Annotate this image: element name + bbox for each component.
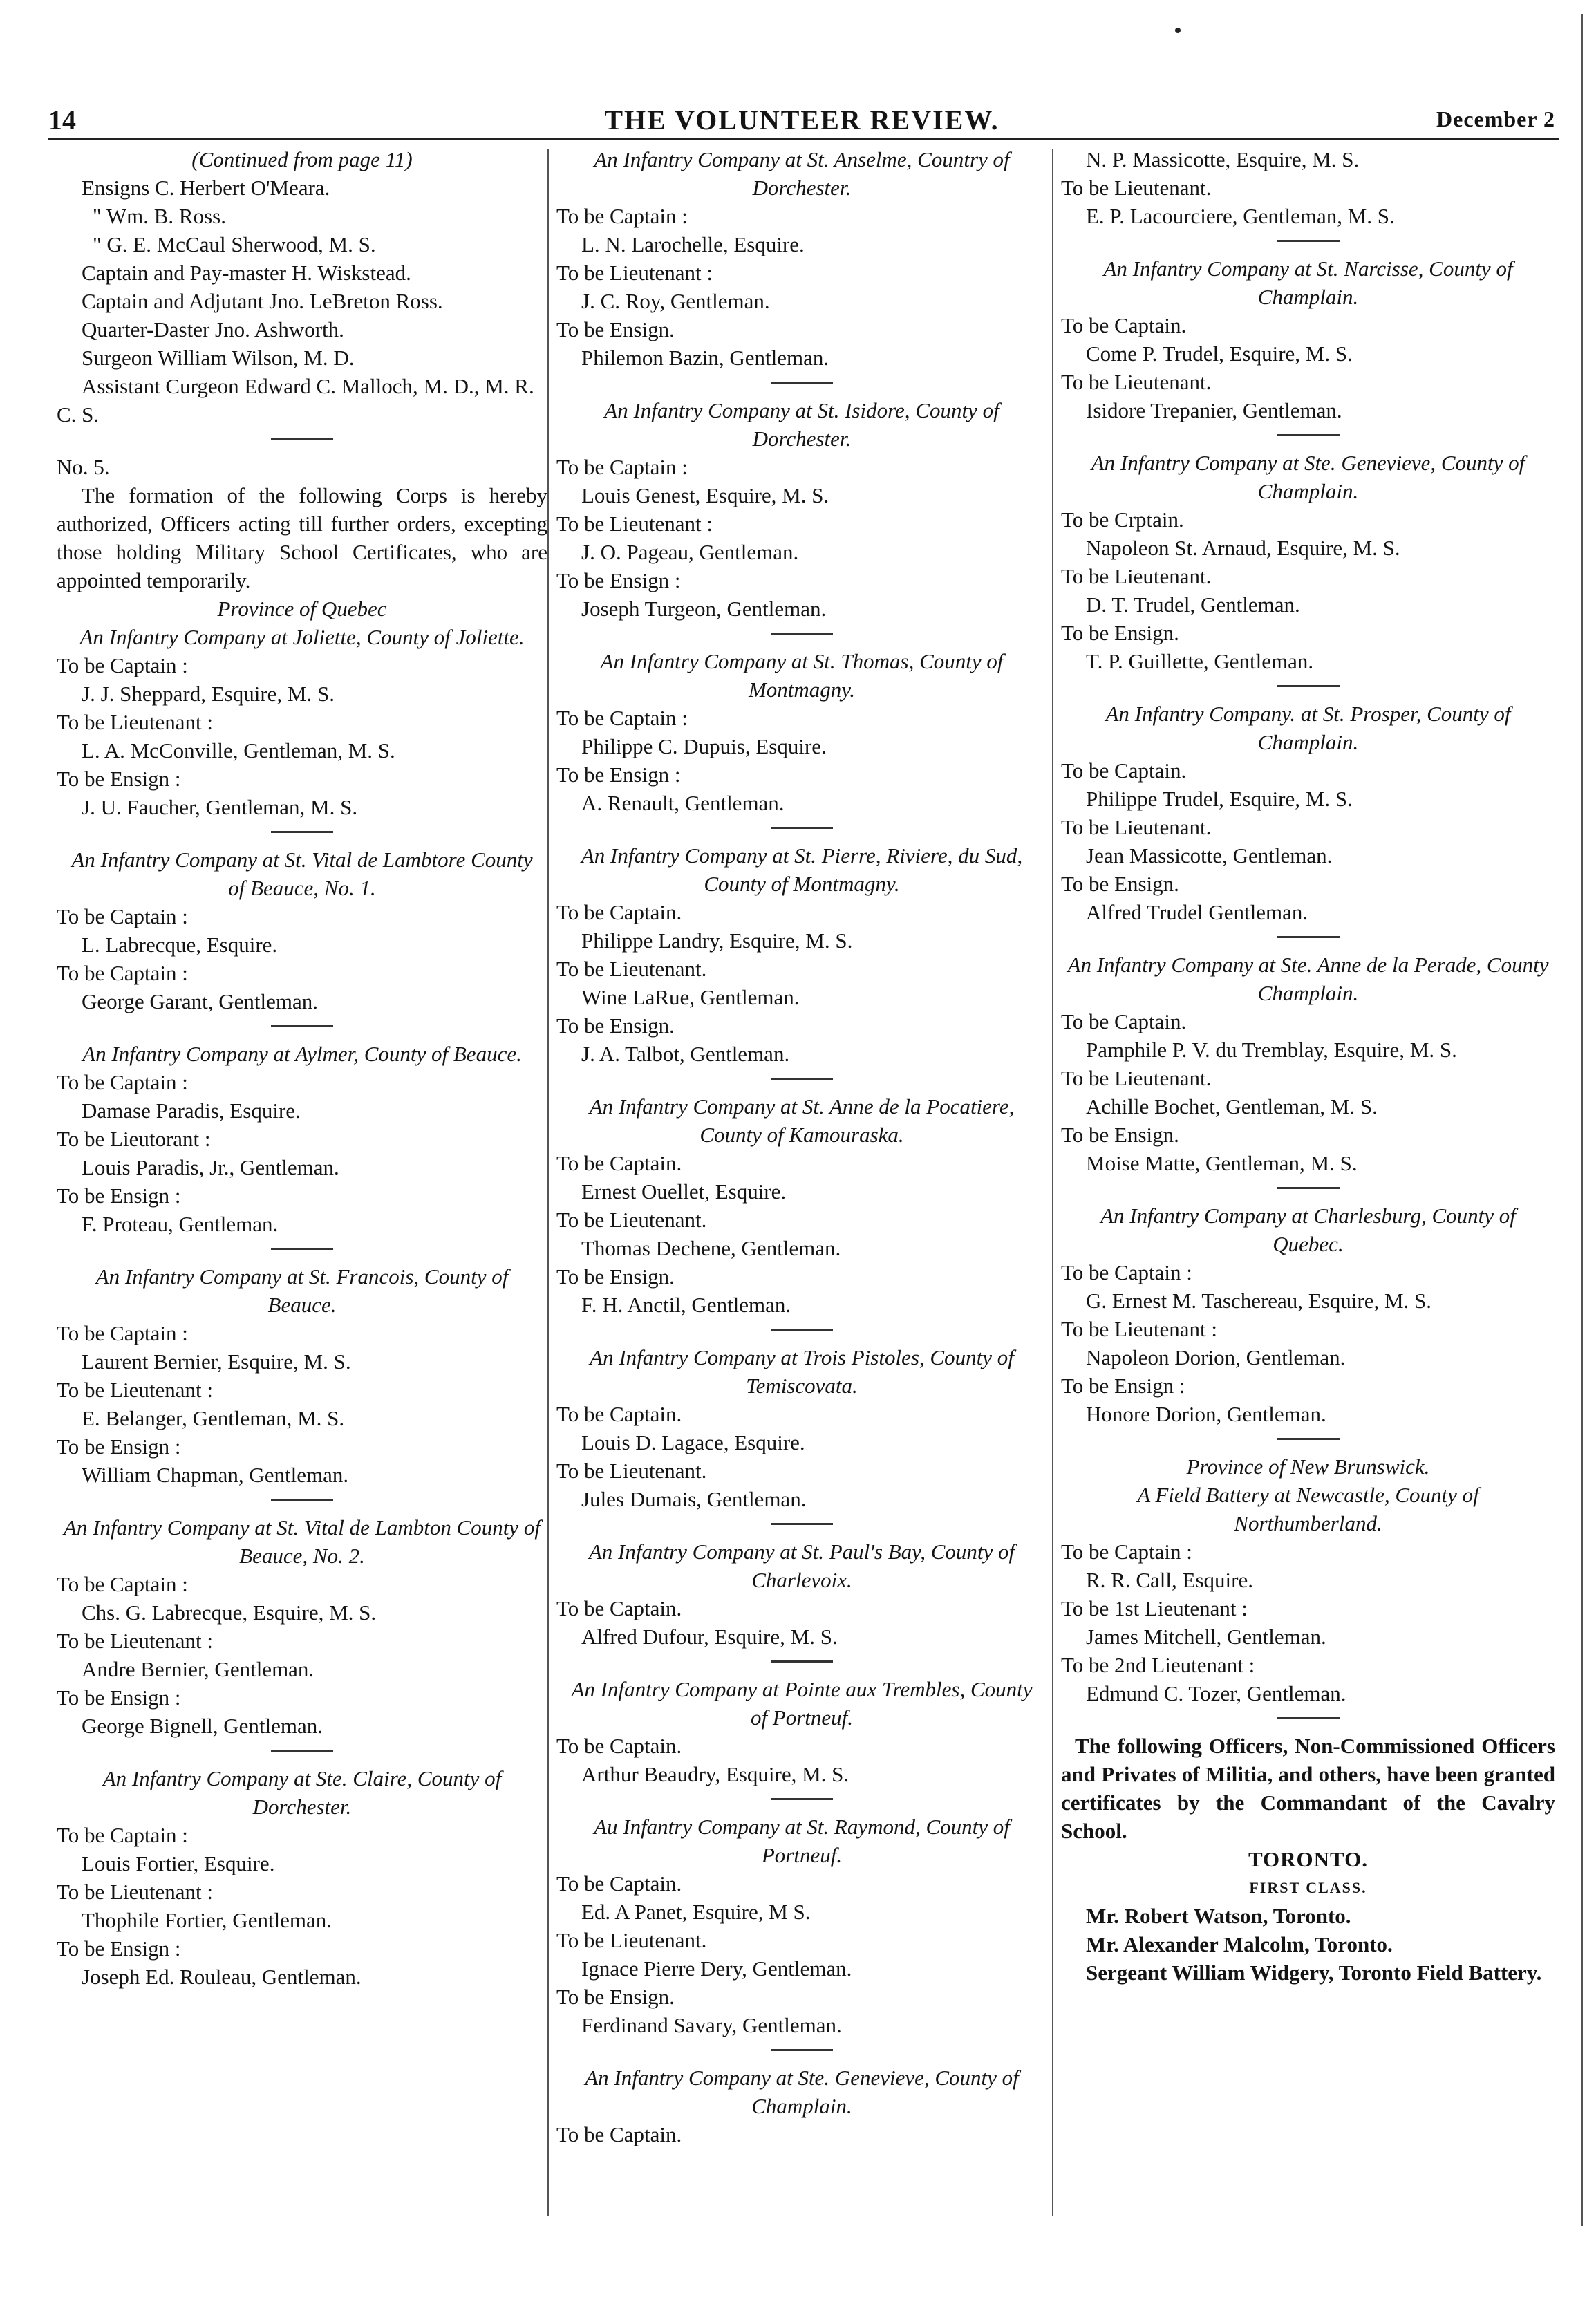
- rank-line: To be Lieutenant.: [1061, 564, 1212, 588]
- section-number: No. 5.: [57, 455, 110, 479]
- company-heading: An Infantry Company at St. Paul's Bay, County of Charlevoix.: [588, 1540, 1015, 1592]
- rank-line: To be Lieutenant.: [1061, 176, 1212, 200]
- rank-line: To be Captain.: [556, 2122, 682, 2146]
- name-line: Arthur Beaudry, Esquire, M. S.: [581, 1762, 849, 1786]
- rank-line: To be Captain :: [57, 1572, 188, 1596]
- right-edge-rule: [1581, 14, 1583, 2226]
- company-entry: [556, 647, 1047, 817]
- officer-line: Captain and Adjutant Jno. LeBreton Ross.: [82, 289, 443, 313]
- separator: [271, 1750, 333, 1752]
- name-line: Alfred Dufour, Esquire, M. S.: [581, 1625, 838, 1649]
- company-heading: An Infantry Company at Ste. Genevieve, County of Champlain.: [585, 2066, 1019, 2118]
- company-heading: An Infantry Company at St. Vital de Lambton County of Beauce, No. 2.: [64, 1515, 541, 1568]
- name-line: D. T. Trudel, Gentleman.: [1086, 592, 1300, 617]
- separator: [1277, 1438, 1340, 1440]
- rank-line: To be Lieutorant :: [57, 1127, 211, 1151]
- name-line: F. H. Anctil, Gentleman.: [581, 1293, 791, 1317]
- name-line: E. P. Lacourciere, Gentleman, M. S.: [1086, 204, 1395, 228]
- rank-line: To be Captain :: [57, 653, 188, 677]
- name-line: Laurent Bernier, Esquire, M. S.: [82, 1349, 351, 1374]
- rank-line: To be Ensign :: [57, 1183, 181, 1208]
- name-line: Napoleon Dorion, Gentleman.: [1086, 1345, 1346, 1369]
- company-heading: An Infantry Company at Joliette, County of Joliette.: [79, 625, 525, 649]
- company-entry: [1061, 449, 1555, 675]
- separator: [1277, 434, 1340, 436]
- company-entry: [556, 841, 1047, 1068]
- company-heading: An Infantry Company at St. Anselme, Country of Dorchester.: [594, 147, 1010, 200]
- rank-line: To be Lieutenant :: [1061, 1317, 1217, 1341]
- name-line: L. N. Larochelle, Esquire.: [581, 232, 805, 256]
- name-line: Andre Bernier, Gentleman.: [82, 1657, 314, 1681]
- rank-line: To be Ensign.: [556, 1264, 675, 1289]
- name-line: George Garant, Gentleman.: [82, 989, 319, 1013]
- ink-speck: [1175, 28, 1181, 33]
- header-rule: [48, 138, 1559, 140]
- separator: [1277, 1717, 1340, 1719]
- separator: [771, 1078, 833, 1080]
- name-line: George Bignell, Gentleman.: [82, 1714, 323, 1738]
- certificate-name: Sergeant William Widgery, Toronto Field Battery.: [1086, 1961, 1542, 1985]
- separator: [771, 2049, 833, 2051]
- officer-line: " Wm. B. Ross.: [93, 204, 226, 228]
- rank-line: To be Captain.: [556, 1734, 682, 1758]
- rank-line: To be Captain :: [556, 706, 688, 730]
- name-line: Jean Massicotte, Gentleman.: [1086, 843, 1333, 868]
- rank-line: To be Captain.: [1061, 313, 1187, 337]
- city-heading: TORONTO.: [1248, 1847, 1369, 1871]
- rank-line: To be Captain :: [1061, 1540, 1192, 1564]
- rank-line: To be Captain :: [556, 204, 688, 228]
- separator: [771, 382, 833, 384]
- rank-line: To be Lieutenant.: [1061, 1066, 1212, 1090]
- officer-list: [57, 174, 547, 429]
- company-heading: An Infantry Company. at St. Prosper, County of Champlain.: [1105, 702, 1511, 754]
- officer-line: Ensigns C. Herbert O'Meara.: [82, 176, 330, 200]
- name-line: Louis Paradis, Jr., Gentleman.: [82, 1155, 339, 1179]
- name-line: Achille Bochet, Gentleman, M. S.: [1086, 1094, 1378, 1119]
- company-entry: [556, 2064, 1047, 2149]
- rank-line: To be Lieutenant.: [1061, 370, 1212, 394]
- name-line: L. A. McConville, Gentleman, M. S.: [82, 738, 395, 762]
- rank-line: To be Ensign :: [556, 568, 681, 592]
- company-entry: [57, 1040, 547, 1238]
- rank-line: To be Captain.: [556, 1596, 682, 1620]
- page-number: 14: [48, 104, 76, 135]
- rank-line: To be 2nd Lieutenant :: [1061, 1653, 1255, 1677]
- name-line: Alfred Trudel Gentleman.: [1086, 900, 1308, 924]
- company-heading: An Infantry Company at Aylmer, County of Beauce.: [82, 1042, 522, 1066]
- company-heading: An Infantry Company at Ste. Genevieve, County of Champlain.: [1091, 451, 1525, 503]
- rank-line: To be Lieutenant :: [57, 1880, 213, 1904]
- name-line: N. P. Massicotte, Esquire, M. S.: [1086, 147, 1360, 171]
- company-heading: An Infantry Company at St. Narcisse, County of Champlain.: [1103, 256, 1513, 309]
- name-line: Ferdinand Savary, Gentleman.: [581, 2013, 842, 2037]
- rank-line: To be Ensign.: [1061, 872, 1179, 896]
- name-line: E. Belanger, Gentleman, M. S.: [82, 1406, 345, 1430]
- rank-line: To be Captain :: [1061, 1260, 1192, 1284]
- class-heading: FIRST CLASS.: [1249, 1879, 1367, 1896]
- name-line: Louis Fortier, Esquire.: [82, 1851, 275, 1875]
- name-line: A. Renault, Gentleman.: [581, 791, 785, 815]
- name-line: J. U. Faucher, Gentleman, M. S.: [82, 795, 358, 819]
- issue-date: December 2: [1436, 106, 1555, 131]
- separator: [271, 1248, 333, 1250]
- rank-line: To be Captain :: [57, 1823, 188, 1847]
- separator: [1277, 685, 1340, 687]
- name-line: Edmund C. Tozer, Gentleman.: [1086, 1681, 1346, 1705]
- rank-line: To be Lieutenant :: [556, 261, 713, 285]
- separator: [771, 1660, 833, 1663]
- rank-line: To be Captain.: [1061, 1009, 1187, 1033]
- rank-line: To be Lieutenant :: [57, 710, 213, 734]
- company-entry: [556, 145, 1047, 372]
- separator: [271, 1025, 333, 1027]
- separator: [271, 1499, 333, 1501]
- name-line: Philippe Landry, Esquire, M. S.: [581, 928, 853, 953]
- name-line: Wine LaRue, Gentleman.: [581, 985, 800, 1009]
- company-entry: [556, 1813, 1047, 2039]
- rank-line: To be Captain :: [57, 961, 188, 985]
- company-heading: An Infantry Company at Charlesburg, County of Quebec.: [1100, 1204, 1516, 1256]
- officer-line: Surgeon William Wilson, M. D.: [82, 346, 355, 370]
- rank-line: To be Lieutenant.: [556, 1928, 707, 1952]
- rank-line: To be Lieutenant.: [556, 957, 707, 981]
- separator: [771, 1329, 833, 1331]
- name-line: R. R. Call, Esquire.: [1086, 1568, 1253, 1592]
- name-line: Philemon Bazin, Gentleman.: [581, 346, 829, 370]
- rank-line: To be Captain.: [556, 1871, 682, 1896]
- separator: [1277, 1187, 1340, 1189]
- name-line: Thophile Fortier, Gentleman.: [82, 1908, 332, 1932]
- company-entry: [556, 1675, 1047, 1788]
- name-line: Ed. A Panet, Esquire, M S.: [581, 1900, 811, 1924]
- intro-paragraph: The formation of the following Corps is hereby authorized, Officers acting till further orders, excepting those holding Military School Certificates, who are appointed temporarily.: [57, 483, 547, 592]
- company-heading: A Field Battery at Newcastle, County of Northumberland.: [1137, 1483, 1479, 1535]
- province-heading: Province of New Brunswick.: [1186, 1454, 1430, 1479]
- rank-line: To be Captain :: [556, 455, 688, 479]
- officer-line: Quarter-Daster Jno. Ashworth.: [82, 317, 344, 341]
- separator: [1277, 936, 1340, 938]
- company-entry: [57, 1764, 547, 1991]
- province-heading: Province of Quebec: [217, 597, 387, 621]
- separator: [271, 438, 333, 440]
- company-entry: [57, 623, 547, 821]
- name-line: Joseph Turgeon, Gentleman.: [581, 597, 827, 621]
- company-heading: An Infantry Company at St. Vital de Lambtore County of Beauce, No. 1.: [71, 848, 533, 900]
- officer-line: " G. E. McCaul Sherwood, M. S.: [93, 232, 376, 256]
- separator: [771, 1523, 833, 1525]
- company-entry: [1061, 1201, 1555, 1428]
- rank-line: To be Lieutenant :: [57, 1629, 213, 1653]
- column-divider-2: [1052, 149, 1053, 2216]
- name-line: William Chapman, Gentleman.: [82, 1463, 349, 1487]
- rank-line: To be Lieutenant.: [1061, 815, 1212, 839]
- rank-line: To be Captain.: [556, 1402, 682, 1426]
- name-line: F. Proteau, Gentleman.: [82, 1212, 279, 1236]
- rank-line: To be Ensign.: [556, 317, 675, 341]
- name-line: Come P. Trudel, Esquire, M. S.: [1086, 341, 1353, 366]
- publication-title: THE VOLUNTEER REVIEW.: [604, 104, 999, 135]
- company-entry: [57, 1513, 547, 1740]
- name-line: Chs. G. Labrecque, Esquire, M. S.: [82, 1600, 377, 1625]
- continued-note: (Continued from page 11): [191, 147, 413, 171]
- separator: [771, 633, 833, 635]
- rank-line: To be Ensign :: [1061, 1374, 1185, 1398]
- company-heading: An Infantry Company at Ste. Anne de la Perade, County Champlain.: [1067, 953, 1549, 1005]
- name-line: Joseph Ed. Rouleau, Gentleman.: [82, 1965, 362, 1989]
- company-heading: An Infantry Company at St. Pierre, Riviere, du Sud, County of Montmagny.: [581, 843, 1023, 896]
- company-heading: Au Infantry Company at St. Raymond, County of Portneuf.: [594, 1815, 1010, 1867]
- certificate-name: Mr. Robert Watson, Toronto.: [1086, 1904, 1351, 1928]
- rank-line: To be Ensign.: [1061, 621, 1179, 645]
- name-line: J. O. Pageau, Gentleman.: [581, 540, 799, 564]
- rank-line: To be Captain.: [1061, 758, 1187, 783]
- name-line: Thomas Dechene, Gentleman.: [581, 1236, 841, 1260]
- name-line: Pamphile P. V. du Tremblay, Esquire, M. S.: [1086, 1038, 1457, 1062]
- rank-line: To be Captain :: [57, 1070, 188, 1094]
- name-line: T. P. Guillette, Gentleman.: [1086, 649, 1314, 673]
- rank-line: To be 1st Lieutenant :: [1061, 1596, 1248, 1620]
- company-entry: [57, 1262, 547, 1489]
- rank-line: To be Crptain.: [1061, 507, 1184, 532]
- company-entry: [556, 396, 1047, 623]
- name-line: Isidore Trepanier, Gentleman.: [1086, 398, 1342, 422]
- separator: [771, 827, 833, 829]
- rank-line: To be Ensign :: [57, 1434, 181, 1459]
- rank-line: To be Ensign.: [556, 1985, 675, 2009]
- name-line: Louis D. Lagace, Esquire.: [581, 1430, 805, 1454]
- name-line: J. J. Sheppard, Esquire, M. S.: [82, 682, 335, 706]
- name-line: Moise Matte, Gentleman, M. S.: [1086, 1151, 1358, 1175]
- company-entry: [1061, 700, 1555, 926]
- rank-line: To be Lieutenant.: [556, 1208, 707, 1232]
- column-2: [556, 145, 1047, 2149]
- company-entry: [1061, 951, 1555, 1177]
- column-1: [57, 145, 547, 1991]
- rank-line: To be Captain :: [57, 904, 188, 928]
- cavalry-notice: The following Officers, Non-Commissioned Officers and Privates of Militia, and others, have been granted certificates by the Commandant of the Cavalry School.: [1061, 1734, 1555, 1843]
- company-entry: [1061, 254, 1555, 424]
- name-line: Damase Paradis, Esquire.: [82, 1098, 301, 1123]
- rank-line: To be Captain.: [556, 1151, 682, 1175]
- officer-line: Captain and Pay-master H. Wiskstead.: [82, 261, 411, 285]
- rank-line: To be Captain.: [556, 900, 682, 924]
- name-line: Philippe Trudel, Esquire, M. S.: [1086, 787, 1353, 811]
- column-3: [1061, 145, 1555, 1987]
- company-entry: [57, 845, 547, 1016]
- company-heading: An Infantry Company at St. Francois, County of Beauce.: [95, 1264, 509, 1317]
- rank-line: To be Ensign.: [556, 1013, 675, 1038]
- name-line: Honore Dorion, Gentleman.: [1086, 1402, 1326, 1426]
- name-line: Jules Dumais, Gentleman.: [581, 1487, 807, 1511]
- name-line: J. A. Talbot, Gentleman.: [581, 1042, 790, 1066]
- company-heading: An Infantry Company at St. Thomas, County of Montmagny.: [600, 649, 1004, 702]
- name-line: J. C. Roy, Gentleman.: [581, 289, 770, 313]
- certificate-name: Mr. Alexander Malcolm, Toronto.: [1086, 1932, 1393, 1956]
- company-heading: An Infantry Company at Ste. Claire, County of Dorchester.: [102, 1766, 502, 1819]
- rank-line: To be Captain :: [57, 1321, 188, 1345]
- company-heading: An Infantry Company at Pointe aux Trembles, County of Portneuf.: [571, 1677, 1033, 1730]
- name-line: Ernest Ouellet, Esquire.: [581, 1179, 787, 1204]
- separator: [1277, 240, 1340, 242]
- rank-line: To be Lieutenant :: [57, 1378, 213, 1402]
- name-line: Louis Genest, Esquire, M. S.: [581, 483, 829, 507]
- separator: [271, 831, 333, 833]
- name-line: L. Labrecque, Esquire.: [82, 933, 278, 957]
- rank-line: To be Ensign :: [57, 1685, 181, 1710]
- separator: [771, 1798, 833, 1800]
- rank-line: To be Ensign.: [1061, 1123, 1179, 1147]
- name-line: G. Ernest M. Taschereau, Esquire, M. S.: [1086, 1289, 1432, 1313]
- rank-line: To be Ensign :: [556, 762, 681, 787]
- name-line: Philippe C. Dupuis, Esquire.: [581, 734, 827, 758]
- officer-line: Assistant Curgeon Edward C. Malloch, M. D., M. R. C. S.: [57, 374, 534, 427]
- rank-line: To be Ensign :: [57, 767, 181, 791]
- rank-line: To be Ensign :: [57, 1936, 181, 1961]
- company-entry: [1061, 1481, 1555, 1707]
- name-line: James Mitchell, Gentleman.: [1086, 1625, 1326, 1649]
- column-divider-1: [547, 149, 549, 2216]
- name-line: Napoleon St. Arnaud, Esquire, M. S.: [1086, 536, 1400, 560]
- company-entry: [556, 1343, 1047, 1513]
- company-entry: [556, 1537, 1047, 1651]
- rank-line: To be Lieutenant :: [556, 512, 713, 536]
- company-entry: [556, 1092, 1047, 1319]
- company-heading: An Infantry Company at St. Anne de la Pocatiere, County of Kamouraska.: [589, 1094, 1015, 1147]
- name-line: Ignace Pierre Dery, Gentleman.: [581, 1956, 852, 1981]
- rank-line: To be Lieutenant.: [556, 1459, 707, 1483]
- company-heading: An Infantry Company at Trois Pistoles, County of Temiscovata.: [590, 1345, 1014, 1398]
- company-heading: An Infantry Company at St. Isidore, County of Dorchester.: [604, 398, 999, 451]
